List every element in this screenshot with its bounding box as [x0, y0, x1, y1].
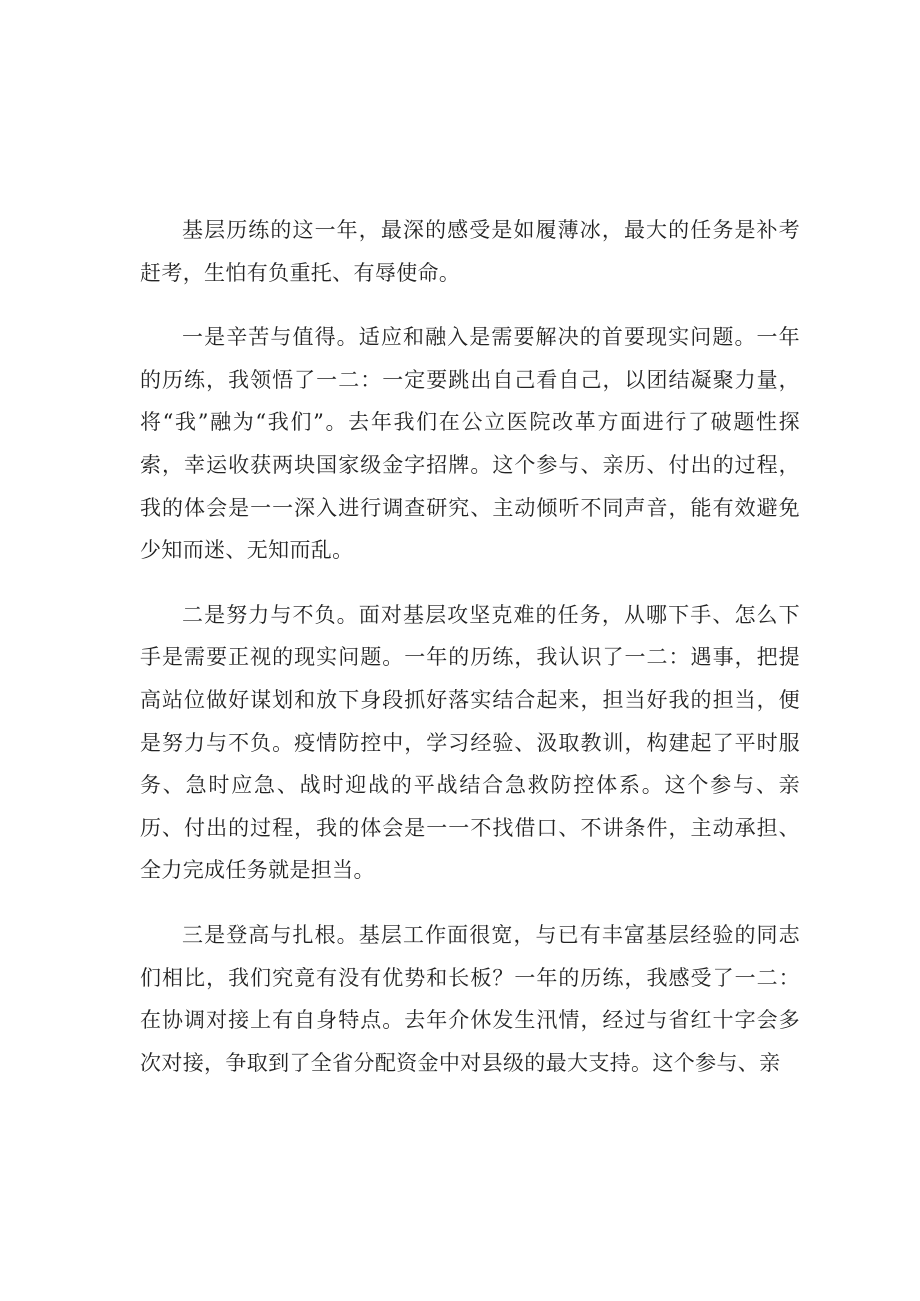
document-body — [140, 209, 800, 1084]
paragraph-point-two: 二是努力与不负。面对基层攻坚克难的任务，从哪下手、怎么下手是需要正视的现实问题。一年的历练，我认识了一二：遇事，把提高站位做好谋划和放下身段抓好落实结合起来，担当好我的担当，便是努力与不负。疫情防控中，学习经验、汲取教训，构建起了平时服务、急时应急、战时迎战的平战结合急救防控体系。这个参与、亲历、付出的过程，我的体会是一一不找借口、不讲条件，主动承担、全力完成任务就是担当。 — [140, 602, 800, 883]
paragraph-intro: 基层历练的这一年，最深的感受是如履薄冰，最大的任务是补考赶考，生怕有负重托、有辱使命。 — [140, 218, 800, 285]
paragraph-point-three: 三是登高与扎根。基层工作面很宽，与已有丰富基层经验的同志们相比，我们究竟有没有优势和长板？一年的历练，我感受了一二：在协调对接上有自身特点。去年介休发生汛情，经过与省红十字会多次对接，争取到了全省分配资金中对县级的最大支持。这个参与、亲 — [140, 922, 800, 1075]
paragraph-point-one: 一是辛苦与值得。适应和融入是需要解决的首要现实问题。一年的历练，我领悟了一二：一定要跳出自己看自己，以团结凝聚力量，将“我”融为“我们”。去年我们在公立医院改革方面进行了破题性探索，幸运收获两块国家级金字招牌。这个参与、亲历、付出的过程，我的体会是一一深入进行调查研究、主动倾听不同声音，能有效避免少知而迷、无知而乱。 — [140, 325, 800, 563]
